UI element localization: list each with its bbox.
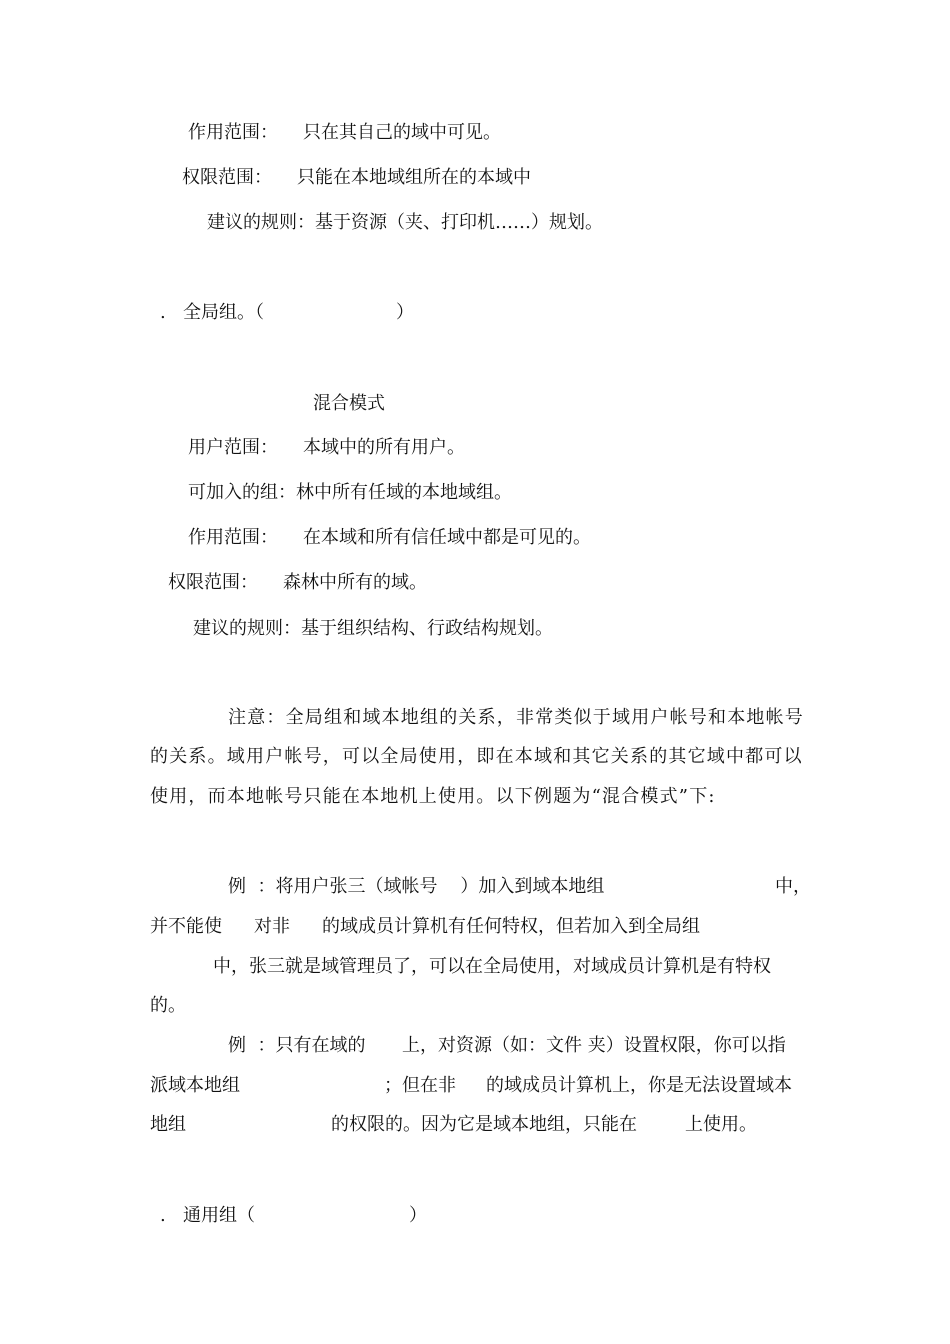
global-heading-text: 全局组。（ (183, 302, 264, 323)
global-rule: 建议的规则：基于组织结构、行政结构规划。 (193, 618, 553, 639)
universal-heading-text: 通用组（ (183, 1205, 255, 1226)
global-heading-dot: . (160, 302, 166, 323)
example2-line1-b: 上，对资源（如：文件 夹）设置权限，你可以指 (402, 1035, 786, 1056)
example2-line2-c: 的域成员计算机上，你是无法设置域本 (486, 1075, 792, 1096)
example2-line2-a: 派域本地组 (150, 1075, 240, 1096)
note-line-3: 使用，而本地帐号只能在本地机上使用。以下例题为“混合模式”下: (150, 786, 716, 807)
example2-line3-b: 的权限的。因为它是域本地组，只能在 (331, 1114, 637, 1135)
example1-line1-b: 中， (775, 876, 811, 897)
note-line-2: 的关系。域用户帐号，可以全局使用，即在本域和其它关系的其它域中都可以 (150, 746, 803, 767)
global-mode: 混合模式 (313, 393, 385, 414)
note-line-1: 注意：全局组和域本地组的关系，非常类似于域用户帐号和本地帐号 (228, 707, 804, 728)
local-scope-label: 作用范围： (188, 122, 278, 143)
example1-line1-a: 例 ：将用户张三（域帐号 ）加入到域本地组 (228, 876, 605, 897)
global-permission-value: 森林中所有的域。 (283, 572, 427, 593)
example2-line2-b: ；但在非 (384, 1075, 456, 1096)
global-permission-label: 权限范围： (168, 572, 258, 593)
example2-line3-a: 地组 (150, 1114, 186, 1135)
global-scope-value: 在本域和所有信任域中都是可见的。 (303, 527, 591, 548)
local-permission-label: 权限范围： (182, 167, 272, 188)
global-user-scope-value: 本域中的所有用户。 (303, 437, 465, 458)
global-scope-label: 作用范围： (188, 527, 278, 548)
global-heading-close: ） (396, 302, 414, 323)
local-rule: 建议的规则：基于资源（夹、打印机……）规划。 (207, 212, 603, 233)
local-permission-value: 只能在本地域组所在的本域中 (297, 167, 531, 188)
global-user-scope-label: 用户范围： (188, 437, 278, 458)
universal-heading-close: ） (409, 1205, 427, 1226)
example1-line3: 中，张三就是域管理员了，可以在全局使用，对域成员计算机是有特权 (213, 956, 771, 977)
example2-line3-c: 上使用。 (685, 1114, 757, 1135)
universal-heading-dot: . (160, 1205, 166, 1226)
local-scope-value: 只在其自己的域中可见。 (303, 122, 501, 143)
example1-line4: 的。 (150, 995, 186, 1016)
example1-line2-a: 并不能使 (150, 916, 222, 937)
global-joinable-groups: 可加入的组：林中所有任域的本地域组。 (188, 482, 512, 503)
example1-line2-b: 对非 (254, 916, 290, 937)
example2-line1-a: 例 ：只有在域的 (228, 1035, 366, 1056)
example1-line2-c: 的域成员计算机有任何特权，但若加入到全局组 (322, 916, 700, 937)
